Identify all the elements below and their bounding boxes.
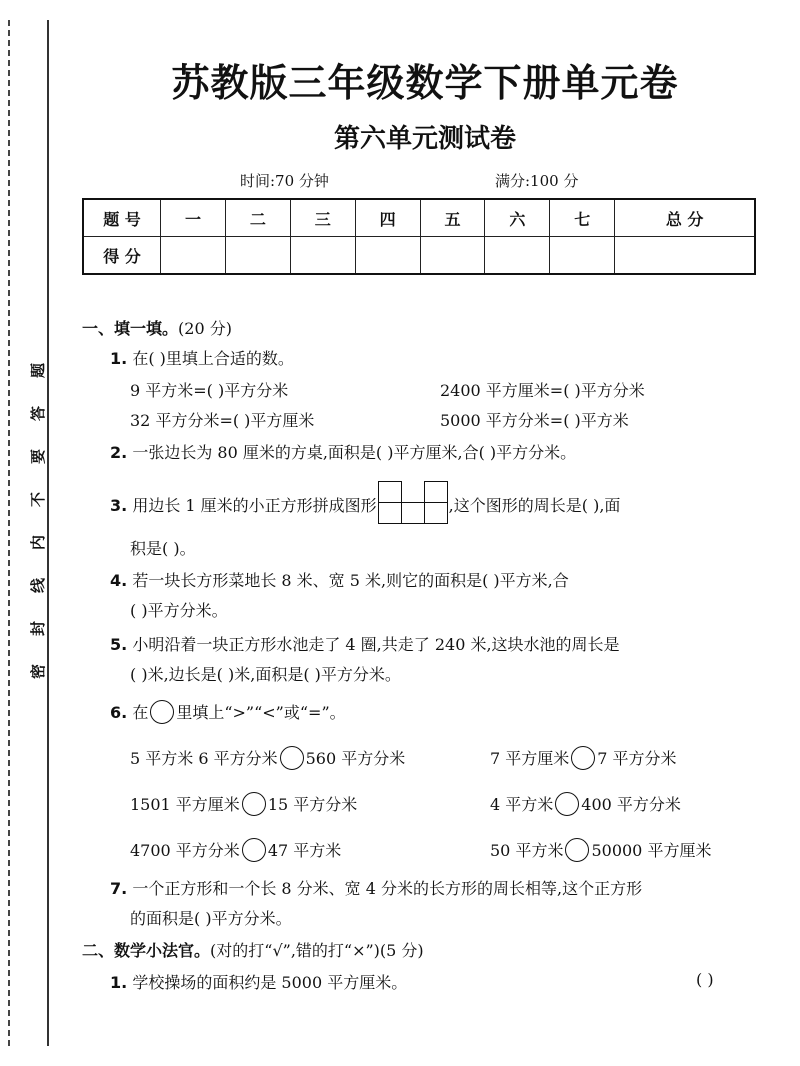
binding-char: 不 [29,491,48,508]
question-text: 里填上“>”“<”或“=”。 [176,703,346,722]
question-text: 在 [132,703,149,722]
q1-item-a: 9 平方米=( )平方分米 [130,381,289,400]
compare-item [490,838,711,864]
score-header-cell: 五 [420,199,485,237]
question-text: 学校操场的面积约是 5000 平方厘米。 [132,973,408,992]
compare-left: 7 平方厘米 [490,749,570,768]
binding-char: 答 [29,405,48,422]
question-text: ,这个图形的周长是( ),面 [448,496,621,515]
binding-char: 内 [29,534,48,551]
question-text: 用边长 1 厘米的小正方形拼成图形 [132,496,377,515]
question-5-cont: ( )米,边长是( )米,面积是( )平方分米。 [130,665,401,684]
q1-item-d: 5000 平方分米=( )平方米 [440,411,629,430]
compare-left: 50 平方米 [490,841,564,860]
compare-left: 1501 平方厘米 [130,795,240,814]
compare-left: 4700 平方分米 [130,841,240,860]
full-score: 满分:100 分 [495,172,579,190]
score-header-cell: 总 分 [615,199,755,237]
question-3 [110,485,620,528]
section-1-heading [82,316,232,339]
score-table [82,198,756,275]
score-table-header-row [83,199,755,237]
score-header-cell: 三 [290,199,355,237]
question-text: 一张边长为 80 厘米的方桌,面积是( )平方厘米,合( )平方分米。 [132,443,577,462]
score-row-label: 得 分 [83,237,161,275]
score-cell[interactable] [615,237,755,275]
binding-solid-line [47,20,49,1046]
question-number: 1. [110,973,128,992]
section-1-points: (20 分) [178,319,232,338]
question-text: 在( )里填上合适的数。 [132,349,294,368]
section-2-question-1 [110,970,407,993]
section-2-note: (对的打“√”,错的打“×”)(5 分) [210,941,424,960]
compare-item [130,838,341,864]
answer-circle[interactable] [280,746,304,770]
compare-right: 15 平方分米 [267,795,358,814]
compare-item [130,792,357,818]
compare-right: 7 平方分米 [597,749,677,768]
question-number: 3. [110,496,128,515]
question-1 [110,346,294,369]
question-number: 6. [110,703,128,722]
compare-left: 4 平方米 [490,795,554,814]
section-2-heading [82,938,424,961]
binding-char: 线 [29,577,48,594]
binding-char: 题 [29,362,48,379]
question-text: 小明沿着一块正方形水池走了 4 圈,共走了 240 米,这块水池的周长是 [132,635,620,654]
answer-circle[interactable] [242,792,266,816]
section-1-title: 一、填一填。 [82,319,179,338]
binding-char: 密 [29,663,48,680]
score-header-cell: 二 [225,199,290,237]
question-number: 7. [110,879,128,898]
answer-circle[interactable] [242,838,266,862]
score-cell[interactable] [550,237,615,275]
question-7 [110,876,642,899]
answer-circle[interactable] [555,792,579,816]
score-cell[interactable] [420,237,485,275]
answer-circle[interactable] [565,838,589,862]
binding-dashed-line [8,20,10,1046]
question-4 [110,568,569,591]
compare-right: 50000 平方厘米 [591,841,712,860]
question-number: 5. [110,635,128,654]
question-number: 1. [110,349,128,368]
score-cell[interactable] [161,237,226,275]
question-7-cont: 的面积是( )平方分米。 [130,909,292,928]
question-4-cont: ( )平方分米。 [130,601,228,620]
compare-circle [150,700,174,724]
compare-item [490,746,677,772]
score-header-cell: 四 [355,199,420,237]
score-table-score-row [83,237,755,275]
compare-right: 560 平方分米 [305,749,406,768]
binding-char: 封 [29,620,48,637]
score-cell[interactable] [290,237,355,275]
question-number: 4. [110,571,128,590]
answer-circle[interactable] [571,746,595,770]
score-cell[interactable] [225,237,290,275]
exam-time: 时间:70 分钟 [240,172,329,190]
answer-bracket[interactable]: ( ) [696,970,714,989]
compare-item [490,792,681,818]
question-6 [110,700,346,726]
question-3-cont: 积是( )。 [130,539,196,558]
page-title: 苏教版三年级数学下册单元卷 [171,61,679,105]
compare-left: 5 平方米 6 平方分米 [130,749,278,768]
binding-warning-text [29,360,48,704]
score-header-cell: 题 号 [83,199,161,237]
score-cell[interactable] [355,237,420,275]
question-text: 若一块长方形菜地长 8 米、宽 5 米,则它的面积是( )平方米,合 [132,571,569,590]
question-text: 一个正方形和一个长 8 分米、宽 4 分米的长方形的周长相等,这个正方形 [132,879,643,898]
compare-right: 400 平方分米 [581,795,681,814]
page-subtitle: 第六单元测试卷 [333,124,516,154]
section-2-title: 二、数学小法官。 [82,941,211,960]
square-figure [378,481,448,524]
q1-item-c: 32 平方分米=( )平方厘米 [130,411,315,430]
binding-char: 要 [29,448,48,465]
compare-item [130,746,405,772]
q1-item-b: 2400 平方厘米=( )平方分米 [440,381,645,400]
question-5 [110,632,620,655]
compare-right: 47 平方米 [267,841,342,860]
score-header-cell: 七 [550,199,615,237]
score-cell[interactable] [485,237,550,275]
score-header-cell: 一 [161,199,226,237]
score-header-cell: 六 [485,199,550,237]
question-number: 2. [110,443,128,462]
question-2 [110,440,576,463]
